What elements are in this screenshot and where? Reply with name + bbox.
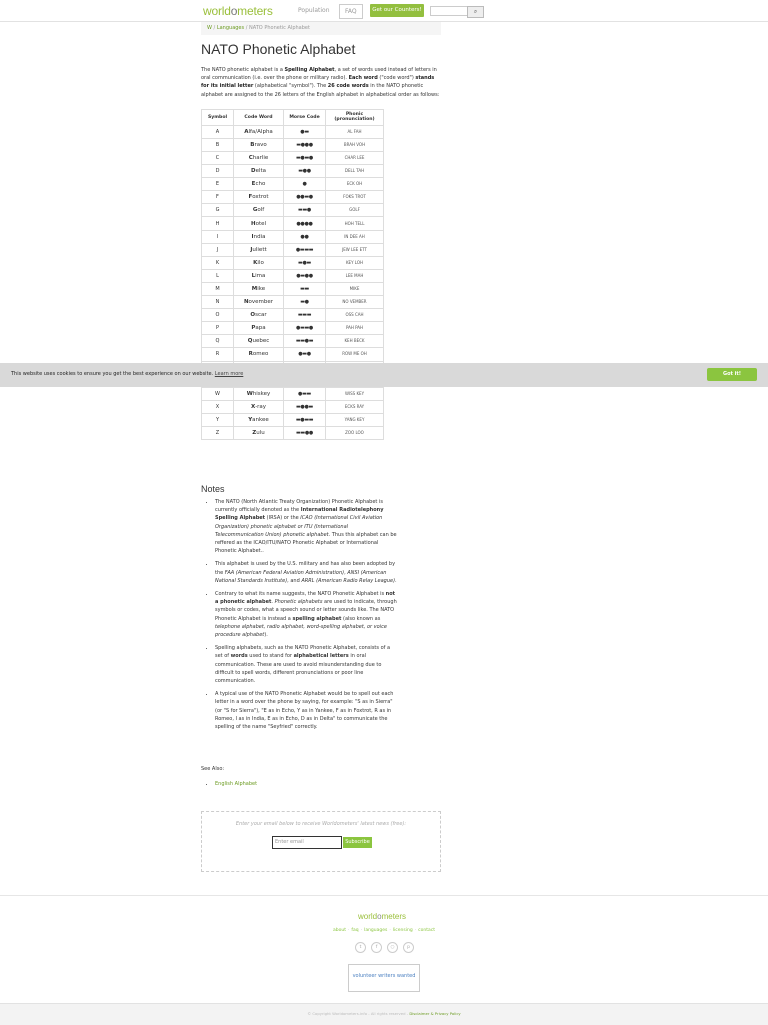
phonic-cell: ZOO LOO [326, 426, 384, 439]
english-alphabet-link[interactable]: English Alphabet [215, 781, 258, 787]
bottom-bar [0, 1003, 768, 1025]
notes-heading: Notes [201, 484, 225, 494]
table-row [202, 243, 384, 256]
morse-cell: ▬● [284, 296, 326, 309]
newsletter-box [201, 811, 441, 872]
phonic-cell: ECKS RAY [326, 400, 384, 413]
phonic-cell: JEW LEE ETT [326, 243, 384, 256]
symbol-cell: A [202, 125, 234, 138]
footer-separator: · [389, 928, 391, 933]
morse-cell: ●●▬● [284, 191, 326, 204]
table-row [202, 296, 384, 309]
morse-cell: ●●●● [284, 217, 326, 230]
symbol-cell: Y [202, 413, 234, 426]
morse-cell: ▬▬▬ [284, 309, 326, 322]
footer-link-licensing[interactable]: licensing [392, 928, 413, 933]
note-text: This alphabet is used by the U.S. military and has also been adopted by the [215, 561, 396, 576]
cookie-banner [0, 363, 768, 387]
intro-text: ("code word") [377, 75, 416, 82]
phonic-cell: NO VEMBER [326, 296, 384, 309]
table-row [202, 178, 384, 191]
morse-cell: ●● [284, 230, 326, 243]
symbol-cell: O [202, 309, 234, 322]
intro-text: The NATO phonetic alphabet is a [201, 67, 285, 73]
note-text: FAA (American Federal Aviation Administration) [224, 569, 345, 576]
footer-links [330, 928, 438, 933]
code-word-cell: Delta [234, 165, 284, 178]
note-text: ICAO (International Civil Aviation Organization) phonetic alphabet or ITU (International Telecommunication Union) phonetic alphabet [215, 515, 383, 538]
instagram-icon[interactable]: ○ [387, 942, 398, 953]
footer-link-contact[interactable]: contact [418, 928, 435, 933]
symbol-cell: F [202, 191, 234, 204]
table-row [202, 230, 384, 243]
table-row [202, 413, 384, 426]
morse-cell: ● [284, 178, 326, 191]
morse-cell: ▬▬●▬ [284, 335, 326, 348]
symbol-cell: G [202, 204, 234, 217]
th-phonic: Phonic (pronunciation) [326, 109, 384, 125]
symbol-cell: M [202, 282, 234, 295]
intro-text: in the NATO phonetic alphabet are assigned to the 26 letters of the English alphabet in alphabetical order as follows: [201, 83, 440, 98]
phonic-cell: AL FAH [326, 125, 384, 138]
phonic-cell: LEE MAH [326, 269, 384, 282]
breadcrumb-home[interactable]: W [207, 25, 212, 31]
phonic-cell: CHAR LEE [326, 152, 384, 165]
site-logo[interactable]: worldometers [203, 4, 273, 18]
note-text: in oral communication. These are used to avoid misunderstanding due to difficult to spell words, different pronunciations or poor line communication. [215, 653, 382, 685]
phonic-cell: KEH BECK [326, 335, 384, 348]
morse-cell: ▬▬●● [284, 426, 326, 439]
note-text: ANSI (American National Standards Institute) [215, 569, 387, 584]
note-text: , [344, 569, 348, 576]
note-text: used to stand for [247, 653, 294, 660]
table-row [202, 204, 384, 217]
twitter-icon[interactable]: t [355, 942, 366, 953]
symbol-cell: X [202, 400, 234, 413]
table-row [202, 348, 384, 361]
morse-cell: ▬▬● [284, 204, 326, 217]
code-word-cell: Bravo [234, 138, 284, 151]
note-text: not a phonetic alphabet [215, 591, 396, 606]
code-word-cell: November [234, 296, 284, 309]
search-input[interactable] [430, 6, 468, 16]
note-text: . [395, 577, 397, 584]
symbol-cell: W [202, 387, 234, 400]
learn-more-link[interactable]: Learn more [214, 371, 244, 377]
footer-separator: · [347, 928, 350, 933]
morse-cell: ●▬●● [284, 269, 326, 282]
privacy-policy-link[interactable]: Disclaimer & Privacy Policy [409, 1011, 461, 1016]
search-icon: ⌕ [473, 8, 478, 15]
note-text: (also known as [341, 615, 381, 622]
intro-text: (alphabetical "symbol"). The [253, 83, 328, 90]
breadcrumb: W / Languages / NATO Phonetic Alphabet [201, 22, 441, 35]
table-row [202, 191, 384, 204]
morse-cell: ▬●●▬ [284, 400, 326, 413]
note-text: The NATO (North Atlantic Treaty Organization) Phonetic Alphabet is currently officially denoted as the [215, 499, 383, 514]
top-navbar [0, 0, 768, 22]
symbol-cell: B [202, 138, 234, 151]
see-also-list [205, 781, 257, 787]
list-item [215, 690, 397, 731]
code-word-cell: Golf [234, 204, 284, 217]
th-symbol: Symbol [202, 109, 234, 125]
code-word-cell: Alfa/Alpha [234, 125, 284, 138]
intro-text: Spelling Alphabet [284, 67, 335, 73]
symbol-cell: Z [202, 426, 234, 439]
th-morse: Morse Code [284, 109, 326, 125]
note-text: spelling alphabet [292, 615, 342, 622]
note-text: are used to indicate, through symbols or codes, what a speech sound or letter sounds like. The NATO Phonetic Alphabet is instead a [215, 599, 397, 622]
note-text: Spelling alphabets, such as the NATO Phonetic Alphabet, consists of a set of [215, 645, 391, 660]
table-row [202, 125, 384, 138]
note-text: alphabetical letters [293, 653, 349, 660]
table-row [202, 282, 384, 295]
morse-cell: ▬●▬ [284, 256, 326, 269]
code-word-cell: Kilo [234, 256, 284, 269]
phonic-cell: IN DEE AH [326, 230, 384, 243]
note-text: (IRSA) or the [265, 515, 301, 522]
phonic-cell: DELL TAH [326, 165, 384, 178]
morse-cell: ●▬▬● [284, 322, 326, 335]
page-title: NATO Phonetic Alphabet [201, 41, 356, 57]
symbol-cell: C [202, 152, 234, 165]
code-word-cell: Papa [234, 322, 284, 335]
phonic-cell: KEY LOH [326, 256, 384, 269]
intro-text: Each word [348, 75, 378, 82]
note-text: . [271, 599, 275, 606]
note-text: International Radiotelephony Spelling Alphabet [215, 507, 384, 522]
phonic-cell: FOKS TROT [326, 191, 384, 204]
copyright-text: © Copyright Worldometers.info - All rights reserved - Disclaimer & Privacy Policy [307, 1011, 461, 1016]
nav-faq-link[interactable]: FAQ [339, 4, 363, 19]
code-word-cell: Echo [234, 178, 284, 191]
phonic-cell: WISS KEY [326, 387, 384, 400]
phonic-cell: MIKE [326, 282, 384, 295]
note-text: . Thus this alphabet can be reffered as the ICAO/ITU/NATO Phonetic Alphabet or International Phonetic Alphabet.. [215, 531, 397, 555]
newsletter-text: Enter your email below to receive Worldometers' latest news (free): [235, 821, 407, 827]
morse-cell: ▬▬ [284, 282, 326, 295]
symbol-cell: P [202, 322, 234, 335]
phonic-cell: ROW ME OH [326, 348, 384, 361]
note-text: ). [264, 632, 268, 639]
phonic-cell: GOLF [326, 204, 384, 217]
pinterest-icon[interactable]: p [403, 942, 414, 953]
morse-cell: ●▬● [284, 348, 326, 361]
intro-text: stands for its initial letter [201, 75, 435, 90]
morse-cell: ●▬▬ [284, 387, 326, 400]
code-word-cell: Zulu [234, 426, 284, 439]
note-text: ARRL (American Radio Relay League) [301, 577, 396, 584]
list-item [215, 781, 257, 787]
notes-list [205, 498, 397, 736]
nav-population-link[interactable]: Population [298, 7, 330, 14]
table-row [202, 269, 384, 282]
symbol-cell: L [202, 269, 234, 282]
code-word-cell: Oscar [234, 309, 284, 322]
email-field[interactable]: Enter email [272, 836, 342, 849]
symbol-cell: K [202, 256, 234, 269]
see-also-label: See Also: [201, 766, 225, 772]
phonic-cell: HOH TELL [326, 217, 384, 230]
phonic-cell: ECK OH [326, 178, 384, 191]
code-word-cell: X-ray [234, 400, 284, 413]
table-row [202, 256, 384, 269]
table-row [202, 322, 384, 335]
symbol-cell: I [202, 230, 234, 243]
footer-link-about[interactable]: about [333, 928, 346, 933]
symbol-cell: E [202, 178, 234, 191]
footer-separator: · [360, 928, 363, 933]
th-code-word: Code Word [234, 109, 284, 125]
morse-cell: ●▬▬▬ [284, 243, 326, 256]
breadcrumb-current: NATO Phonetic Alphabet [248, 25, 310, 31]
note-text: telephone alphabet, radio alphabet, word-spelling alphabet, or voice procedure alphabet [215, 623, 387, 639]
code-word-cell: Lima [234, 269, 284, 282]
list-item [215, 590, 397, 639]
symbol-cell: J [202, 243, 234, 256]
code-word-cell: Yankee [234, 413, 284, 426]
code-word-cell: Charlie [234, 152, 284, 165]
search-button[interactable] [467, 6, 484, 18]
morse-cell: ▬●●● [284, 138, 326, 151]
list-item [215, 560, 397, 585]
phonic-cell: PAH PAH [326, 322, 384, 335]
cookie-text: This website uses cookies to ensure you get the best experience on our website. Learn more [11, 371, 244, 377]
footer-link-faq[interactable]: faq [351, 928, 359, 933]
phonic-cell: OSS CAH [326, 309, 384, 322]
breadcrumb-languages[interactable]: Languages [216, 25, 245, 31]
nato-alphabet-table [201, 109, 384, 440]
code-word-cell: India [234, 230, 284, 243]
note-text: words [230, 653, 248, 660]
morse-cell: ●▬ [284, 125, 326, 138]
morse-cell: ▬●▬● [284, 152, 326, 165]
note-text: Phonetic alphabets [274, 599, 323, 606]
note-text: , and [287, 577, 302, 584]
intro-text: 26 code words [327, 83, 369, 90]
morse-cell: ▬●▬▬ [284, 413, 326, 426]
table-row [202, 165, 384, 178]
table-row [202, 335, 384, 348]
subscribe-button[interactable]: Subscribe [343, 837, 372, 848]
table-row [202, 309, 384, 322]
code-word-cell: Romeo [234, 348, 284, 361]
symbol-cell: Q [202, 335, 234, 348]
footer-logo[interactable]: worldometers [358, 912, 407, 921]
intro-paragraph [201, 66, 441, 99]
symbol-cell: R [202, 348, 234, 361]
morse-cell: ▬●● [284, 165, 326, 178]
note-text: Contrary to what its name suggests, the NATO Phonetic Alphabet is [215, 591, 386, 598]
table-row [202, 400, 384, 413]
table-row [202, 217, 384, 230]
symbol-cell: N [202, 296, 234, 309]
list-item [215, 498, 397, 555]
table-row [202, 152, 384, 165]
code-word-cell: Hotel [234, 217, 284, 230]
table-row [202, 138, 384, 151]
symbol-cell: H [202, 217, 234, 230]
note-text: A typical use of the NATO Phonetic Alphabet would be to spell out each letter in a word over the phone by saying, for example: "S as in Sierra" (or "S for Sierra"), "E as in Echo, Y as in Yankee, F as in Foxtrot, R as in Romeo, I as in India, E as in Echo, D as in Delta" to communicate the spelling of the name "Seyfried" correctly. [215, 691, 394, 731]
footer-divider [0, 895, 768, 896]
footer-link-languages[interactable]: languages [364, 928, 388, 933]
code-word-cell: Juliett [234, 243, 284, 256]
get-counters-button[interactable]: Get our Counters! [370, 4, 424, 17]
intro-text: , a set of words used instead of letters in oral communication (i.e. over the phone or military radio). [201, 67, 437, 82]
symbol-cell: D [202, 165, 234, 178]
table-row [202, 426, 384, 439]
phonic-cell: BRAH VOH [326, 138, 384, 151]
code-word-cell: Mike [234, 282, 284, 295]
code-word-cell: Foxtrot [234, 191, 284, 204]
code-word-cell: Quebec [234, 335, 284, 348]
table-row [202, 387, 384, 400]
code-word-cell: Whiskey [234, 387, 284, 400]
phonic-cell: YANG KEY [326, 413, 384, 426]
footer-separator: · [414, 928, 417, 933]
list-item [215, 644, 397, 685]
cookie-accept-button[interactable]: Got it! [707, 368, 757, 381]
volunteer-writers-link[interactable]: volunteer writers wanted [348, 964, 420, 992]
facebook-icon[interactable]: f [371, 942, 382, 953]
